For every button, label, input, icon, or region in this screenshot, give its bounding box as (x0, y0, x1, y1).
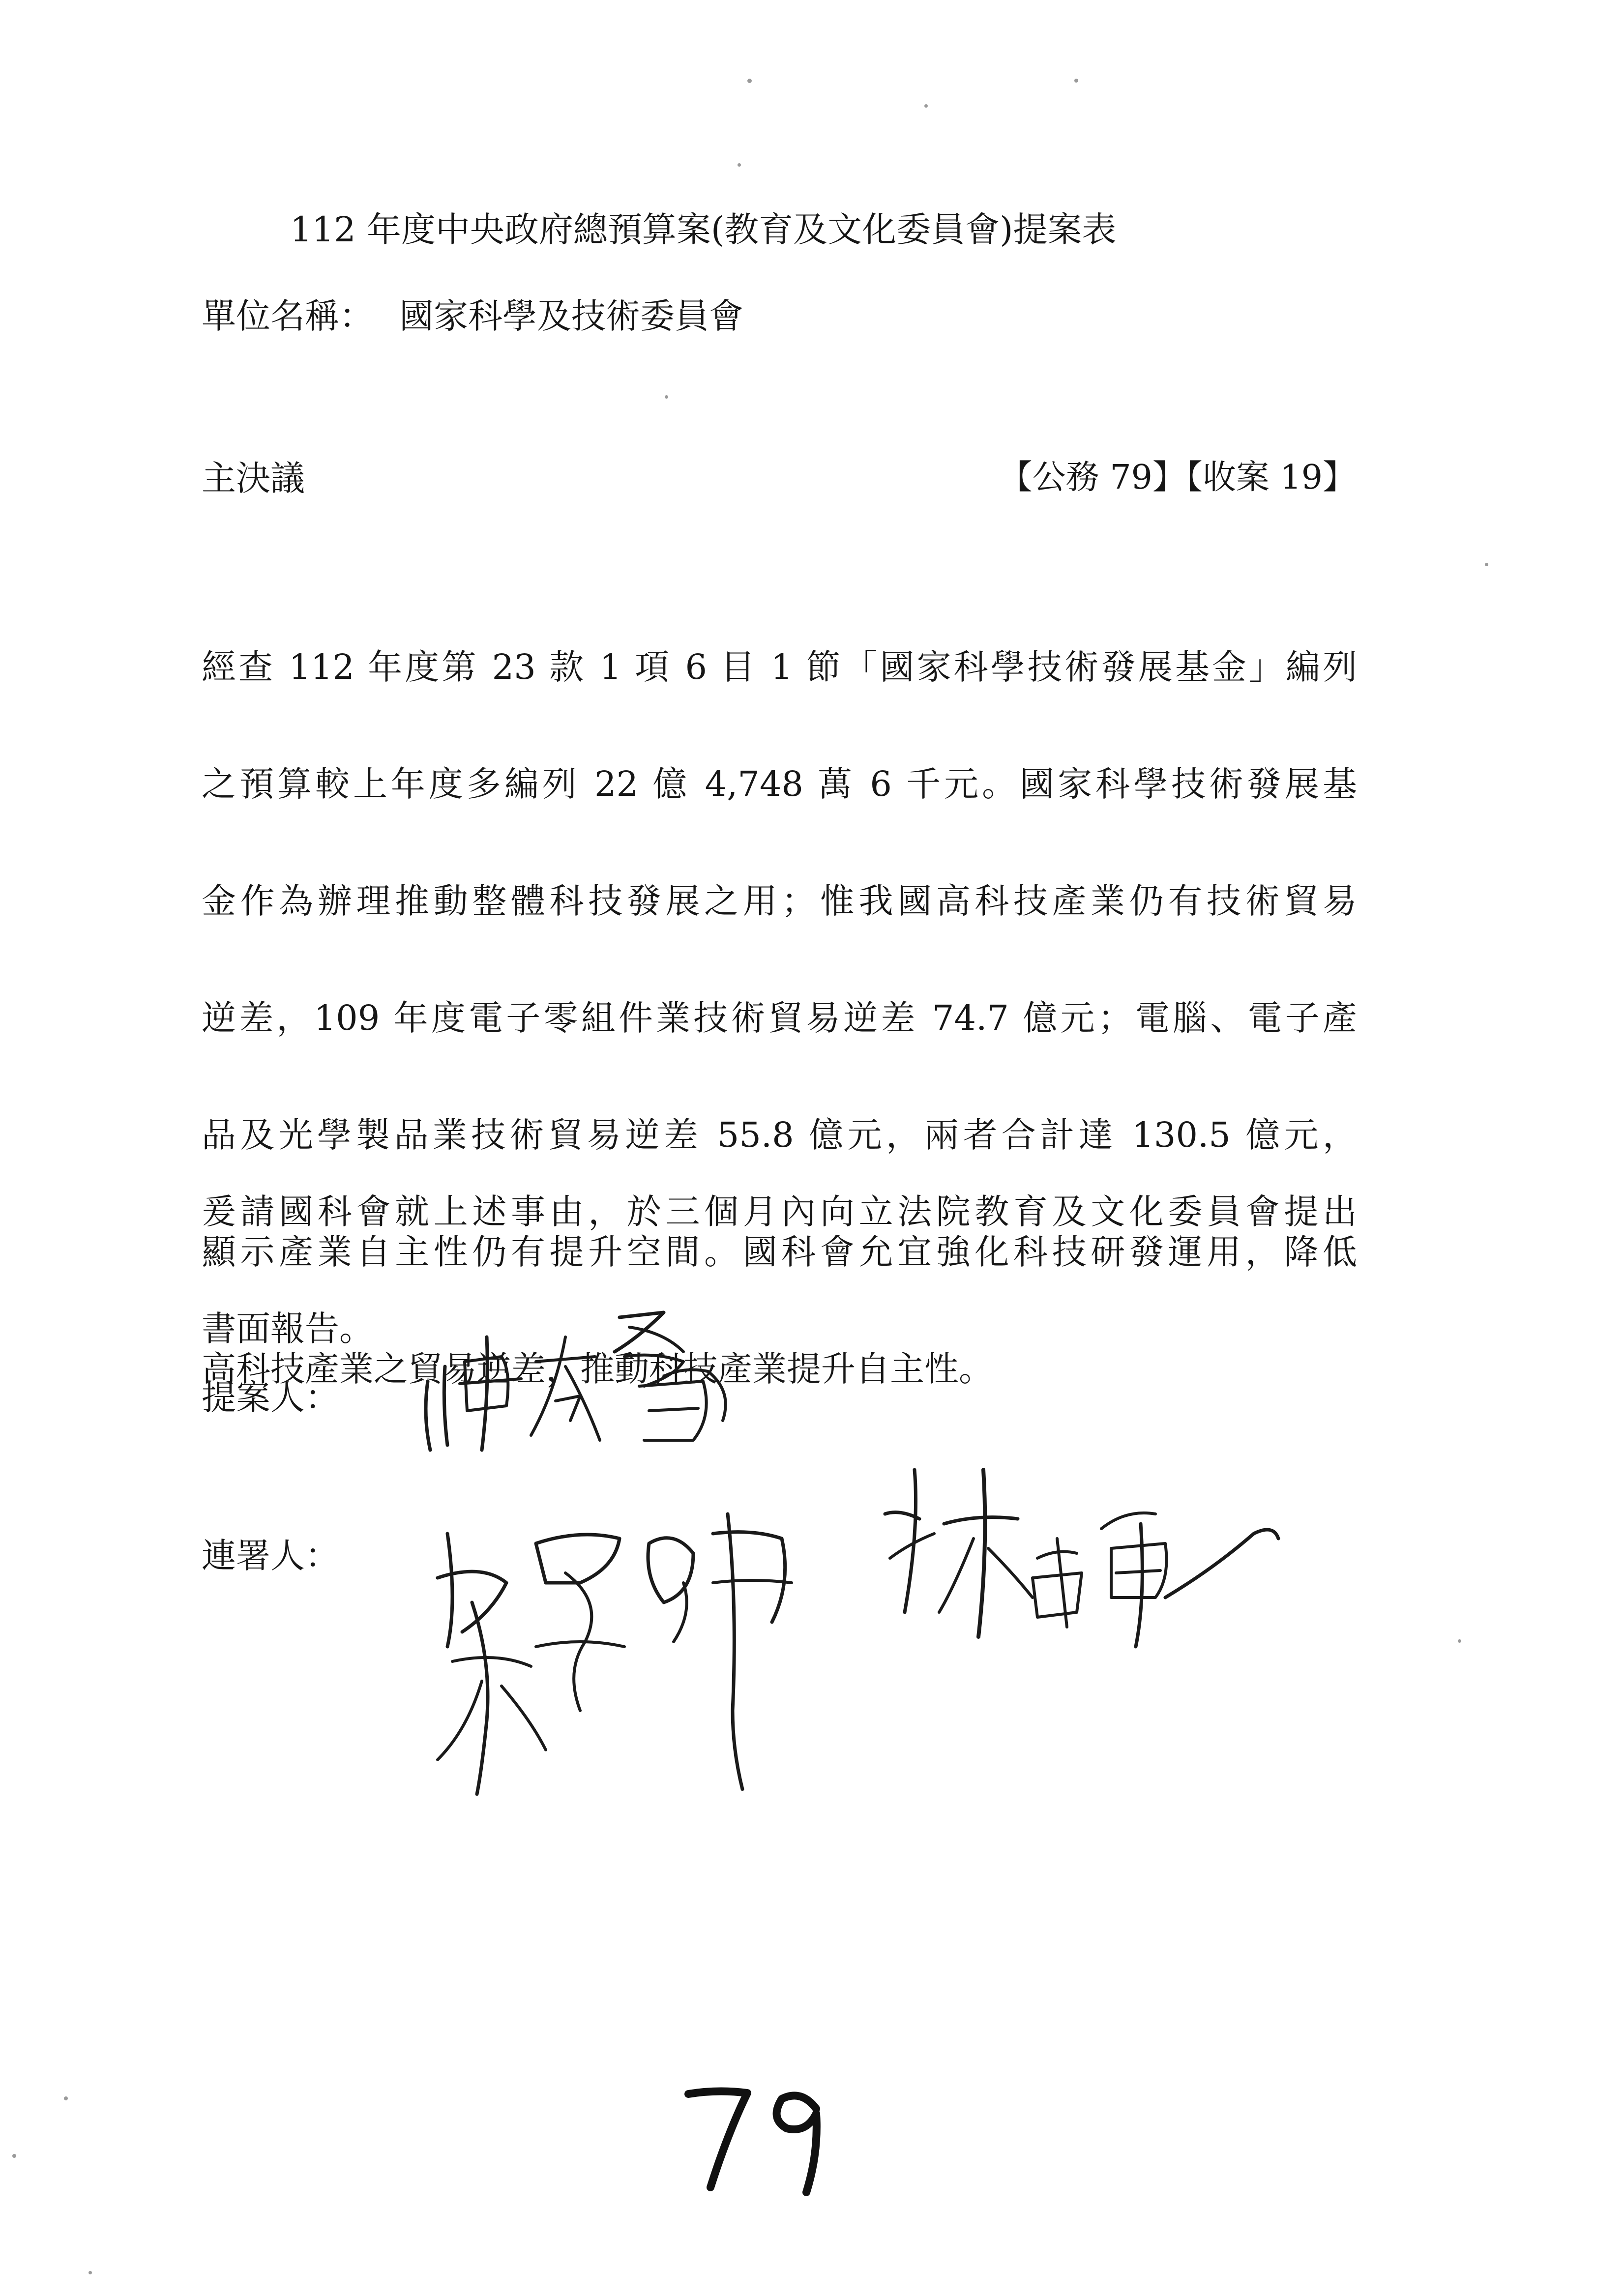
cosigner-signature-1 (418, 1455, 860, 1799)
scan-speck (665, 395, 668, 399)
cosigner-signature-2 (870, 1450, 1293, 1676)
document-title: 112 年度中央政府總預算案(教育及文化委員會)提案表 (290, 209, 1117, 250)
request-line: 爰請國科會就上述事由，於三個月內向立法院教育及文化委員會提出 (202, 1192, 1357, 1232)
scan-speck (1458, 1639, 1461, 1643)
scan-speck (64, 2096, 68, 2100)
page-number-handwritten (674, 2079, 836, 2197)
body-line: 之預算較上年度多編列 22 億 4,748 萬 6 千元。國家科學技術發展基 (202, 764, 1357, 804)
unit-row (202, 296, 743, 336)
resolution-label: 主決議 (202, 458, 305, 498)
scan-speck (747, 79, 752, 83)
request-line: 書面報告。 (202, 1308, 374, 1349)
cosigner-label: 連署人： (202, 1536, 339, 1576)
scan-speck (1485, 563, 1488, 566)
request-paragraph (202, 1153, 1357, 1387)
proposer-signature (408, 1293, 777, 1455)
body-line: 逆差，109 年度電子零組件業技術貿易逆差 74.7 億元；電腦、電子產 (202, 998, 1357, 1038)
body-line: 高科技產業之貿易逆差，推動科技產業提升自主性。 (202, 1349, 993, 1389)
body-line: 品及光學製品業技術貿易逆差 55.8 億元，兩者合計達 130.5 億元， (202, 1115, 1357, 1155)
unit-name: 國家科學及技術委員會 (399, 296, 743, 336)
body-line: 經查 112 年度第 23 款 1 項 6 目 1 節「國家科學技術發展基金」編列 (202, 647, 1357, 687)
unit-label: 單位名稱： (202, 296, 374, 336)
case-reference: 【公務 79】【收案 19】 (999, 458, 1356, 497)
scan-speck (1074, 79, 1078, 83)
proposer-label: 提案人： (202, 1377, 339, 1418)
scan-speck (89, 2271, 92, 2274)
scan-speck (738, 163, 741, 167)
scan-speck (924, 104, 928, 108)
scan-speck (12, 2154, 16, 2158)
body-line: 顯示產業自主性仍有提升空間。國科會允宜強化科技研發運用，降低 (202, 1232, 1357, 1272)
body-line: 金作為辦理推動整體科技發展之用；惟我國高科技產業仍有技術貿易 (202, 881, 1357, 921)
